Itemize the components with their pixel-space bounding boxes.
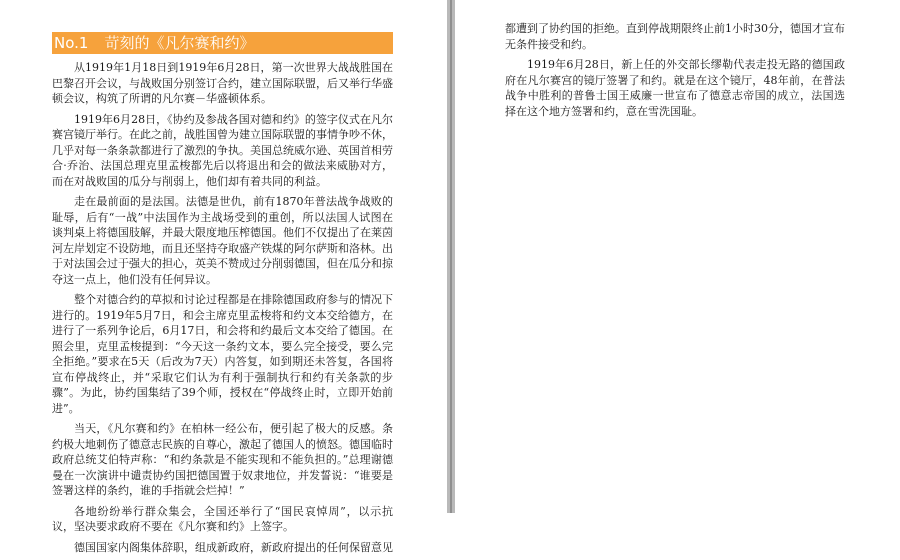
chapter-heading bbox=[52, 32, 393, 54]
right-page-text-column bbox=[505, 21, 845, 124]
chapter-title: 苛刻的《凡尔赛和约》 bbox=[104, 34, 255, 52]
paragraph: 德国国家内阁集体辞职，组成新政府，新政府提出的任何保留意见 bbox=[74, 540, 393, 554]
paragraph: 各地纷纷举行群众集会，全国还举行了“国民哀悼周”，以示抗议，坚决要求政府不要在《凡尔赛和约》上签字。 bbox=[52, 504, 393, 533]
paragraph: 从1919年1月18日到1919年6月28日，第一次世界大战战胜国在巴黎召开会议，与战败国分别签订合约，建立国际联盟，后又举行华盛顿会议，构筑了所谓的凡尔赛－华盛顿体系。 bbox=[52, 61, 393, 105]
paragraph: 走在最前面的是法国。法德是世仇，前有1870年普法战争战败的耻辱，后有“一战”中法国作为主战场受到的重创，所以法国人试图在谈判桌上将德国肢解，并最大限度地压榨德国。他们不仅提出了在莱茵河左岸划定不设防地，而且还坚持夺取盛产铁煤的阿尔萨斯和洛林。出于对法国会过于强大的担心，英美不赞成过分削弱德国，但在瓜分和掠夺这一点上，他们没有任何异议。 bbox=[52, 195, 393, 286]
chapter-number: No.1 bbox=[54, 34, 89, 52]
page-divider bbox=[447, 0, 455, 513]
paragraph: 当天，《凡尔赛和约》在柏林一经公布，便引起了极大的反感。条约极大地刺伤了德意志民族的自尊心，激起了德国人的愤怒。德国临时政府总统艾伯特声称：“和约条款是不能实现和不能负担的。”总理谢德曼在一次演讲中谴责协约国把德国置于奴隶地位，并发誓说：“谁要是签署这样的条约，谁的手指就会烂掉！” bbox=[52, 422, 393, 497]
left-page-text-column bbox=[52, 32, 393, 560]
right-page bbox=[455, 0, 900, 513]
continued-paragraph: 都遭到了协约国的拒绝。直到停战期限终止前1小时30分，德国才宣布无条件接受和约。 bbox=[505, 22, 845, 51]
paragraph: 1919年6月28日，《协约及参战各国对德和约》的签字仪式在凡尔赛宫镜厅举行。在此之前，战胜国曾为建立国际联盟的事情争吵不休，几乎对每一条条款都进行了激烈的争执。美国总统威尔逊、英国首相劳合·乔治、法国总理克里孟梭都先后以将退出和会的做法来威胁对方，而在对战败国的瓜分与削弱上，他们却有着共同的利益。 bbox=[52, 112, 393, 188]
left-page bbox=[0, 0, 447, 554]
paragraph: 1919年6月28日，新上任的外交部长缪勒代表走投无路的德国政府在凡尔赛宫的镜厅签署了和约。就是在这个镜厅，48年前，在普法战争中胜利的普鲁士国王威廉一世宣布了德意志帝国的成立，法国选择在这个地方签署和约，意在雪洗国耻。 bbox=[505, 58, 845, 118]
paragraph: 整个对德合约的草拟和讨论过程都是在排除德国政府参与的情况下进行的。1919年5月7日，和会主席克里孟梭将和约文本交给德方，在进行了一系列争论后，6月17日，和会将和约最后文本交给了德国。在照会里，克里孟梭提到：“今天这一条约文本，要么完全接受，要么完全拒绝。”要求在5天（后改为7天）内答复，如到期还未答复，各国将宣布停战终止，并“采取它们认为有利于强制执行和约有关条款的步骤”。为此，协约国集结了39个师，授权在“停战终止时，立即开始前进”。 bbox=[52, 293, 393, 415]
